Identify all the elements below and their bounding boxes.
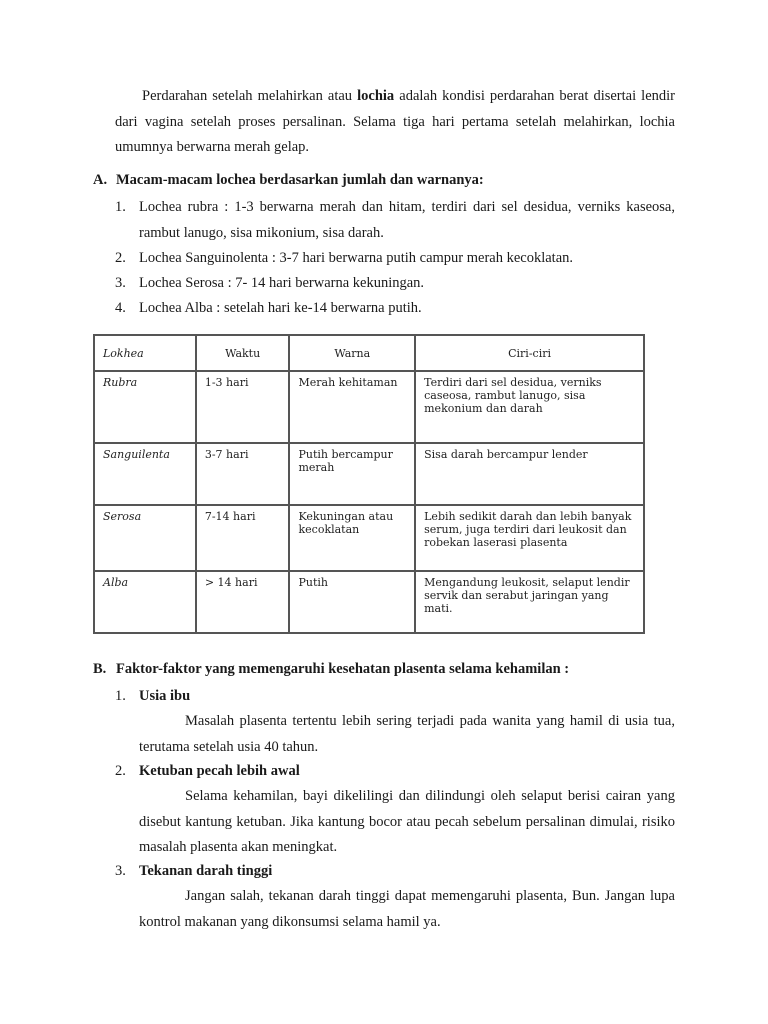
table-cell: 3-7 hari <box>196 443 290 505</box>
section-a-title: Macam-macam lochea berdasarkan jumlah dan warnanya: <box>116 172 484 188</box>
list-item <box>115 246 675 272</box>
list-item-text: Lochea Alba : setelah hari ke-14 berwarna putih. <box>139 300 422 316</box>
list-item-number: 3. <box>115 275 126 291</box>
table-header-row <box>94 335 644 371</box>
list-item-number: 1. <box>115 199 126 215</box>
list-item-number: 2. <box>115 763 126 779</box>
list-item <box>115 684 675 710</box>
list-item <box>115 195 675 246</box>
table-cell: Alba <box>94 571 196 633</box>
subsection-title: Usia ibu <box>139 688 191 704</box>
table-cell: Putih bercampur merah <box>289 443 415 505</box>
section-a-heading <box>93 172 484 189</box>
list-item <box>115 296 675 322</box>
table-cell: 1-3 hari <box>196 371 290 443</box>
list-item-text: Lochea Serosa : 7- 14 hari berwarna kekuningan. <box>139 275 425 291</box>
table-cell: Kekuningan atau kecoklatan <box>289 505 415 571</box>
subsection-text: Masalah plasenta tertentu lebih sering terjadi pada wanita yang hamil di usia tua, terutama setelah usia 40 tahun. <box>139 713 675 755</box>
list-item-number: 1. <box>115 688 126 704</box>
section-b-heading <box>93 661 569 678</box>
lochea-table-image <box>93 332 649 642</box>
intro-paragraph <box>115 84 675 161</box>
table-header-cell: Waktu <box>196 335 290 371</box>
table-row <box>94 443 644 505</box>
table-row <box>94 571 644 633</box>
section-b-label: B. <box>93 661 107 677</box>
table-cell: Merah kehitaman <box>289 371 415 443</box>
table-cell: Lebih sedikit darah dan lebih banyak serum, juga terdiri dari leukosit dan robekan laserasi plasenta <box>415 505 644 571</box>
table-cell: Rubra <box>94 371 196 443</box>
table-cell: 7-14 hari <box>196 505 290 571</box>
table-cell: > 14 hari <box>196 571 290 633</box>
lochea-table <box>93 334 645 634</box>
list-item-number: 4. <box>115 300 126 316</box>
list-item <box>115 759 675 785</box>
table-row <box>94 505 644 571</box>
table-cell: Sanguilenta <box>94 443 196 505</box>
list-item <box>115 271 675 297</box>
subsection-text: Jangan salah, tekanan darah tinggi dapat memengaruhi plasenta, Bun. Jangan lupa kontrol makanan yang dikonsumsi selama hamil ya. <box>139 888 675 930</box>
table-row <box>94 371 644 443</box>
subsection-title: Tekanan darah tinggi <box>139 863 273 879</box>
subsection-body <box>139 884 675 935</box>
table-cell: Terdiri dari sel desidua, verniks caseosa, rambut lanugo, sisa mekonium dan darah <box>415 371 644 443</box>
list-item-text: Lochea Sanguinolenta : 3-7 hari berwarna putih campur merah kecoklatan. <box>139 250 574 266</box>
table-cell: Serosa <box>94 505 196 571</box>
subsection-body <box>139 784 675 861</box>
intro-text-start: Perdarahan setelah melahirkan atau <box>142 88 358 104</box>
subsection-text: Selama kehamilan, bayi dikelilingi dan dilindungi oleh selaput berisi cairan yang disebut kantung ketuban. Jika kantung bocor atau pecah sebelum persalinan dimulai, risiko masalah plasenta akan meningkat. <box>139 788 675 855</box>
list-item <box>115 859 675 885</box>
table-header-cell: Ciri-ciri <box>415 335 644 371</box>
table-cell: Putih <box>289 571 415 633</box>
list-item-text: Lochea rubra : 1-3 berwarna merah dan hitam, terdiri dari sel desidua, verniks kaseosa, rambut lanugo, sisa mikonium, sisa darah. <box>139 199 675 241</box>
subsection-title: Ketuban pecah lebih awal <box>139 763 300 779</box>
list-item-number: 3. <box>115 863 126 879</box>
intro-text-end: adalah kondisi perdarahan berat disertai lendir dari vagina setelah proses persalinan. Selama tiga hari pertama setelah melahirkan, lochia umumnya berwarna merah gelap. <box>115 88 676 155</box>
section-a-label: A. <box>93 172 108 188</box>
section-b-title: Faktor-faktor yang memengaruhi kesehatan plasenta selama kehamilan : <box>116 661 570 677</box>
table-cell: Sisa darah bercampur lender <box>415 443 644 505</box>
list-item-number: 2. <box>115 250 126 266</box>
table-header-cell: Lokhea <box>94 335 196 371</box>
table-cell: Mengandung leukosit, selaput lendir servik dan serabut jaringan yang mati. <box>415 571 644 633</box>
table-header-cell: Warna <box>289 335 415 371</box>
intro-keyword: lochia <box>357 88 395 104</box>
subsection-body <box>139 709 675 760</box>
